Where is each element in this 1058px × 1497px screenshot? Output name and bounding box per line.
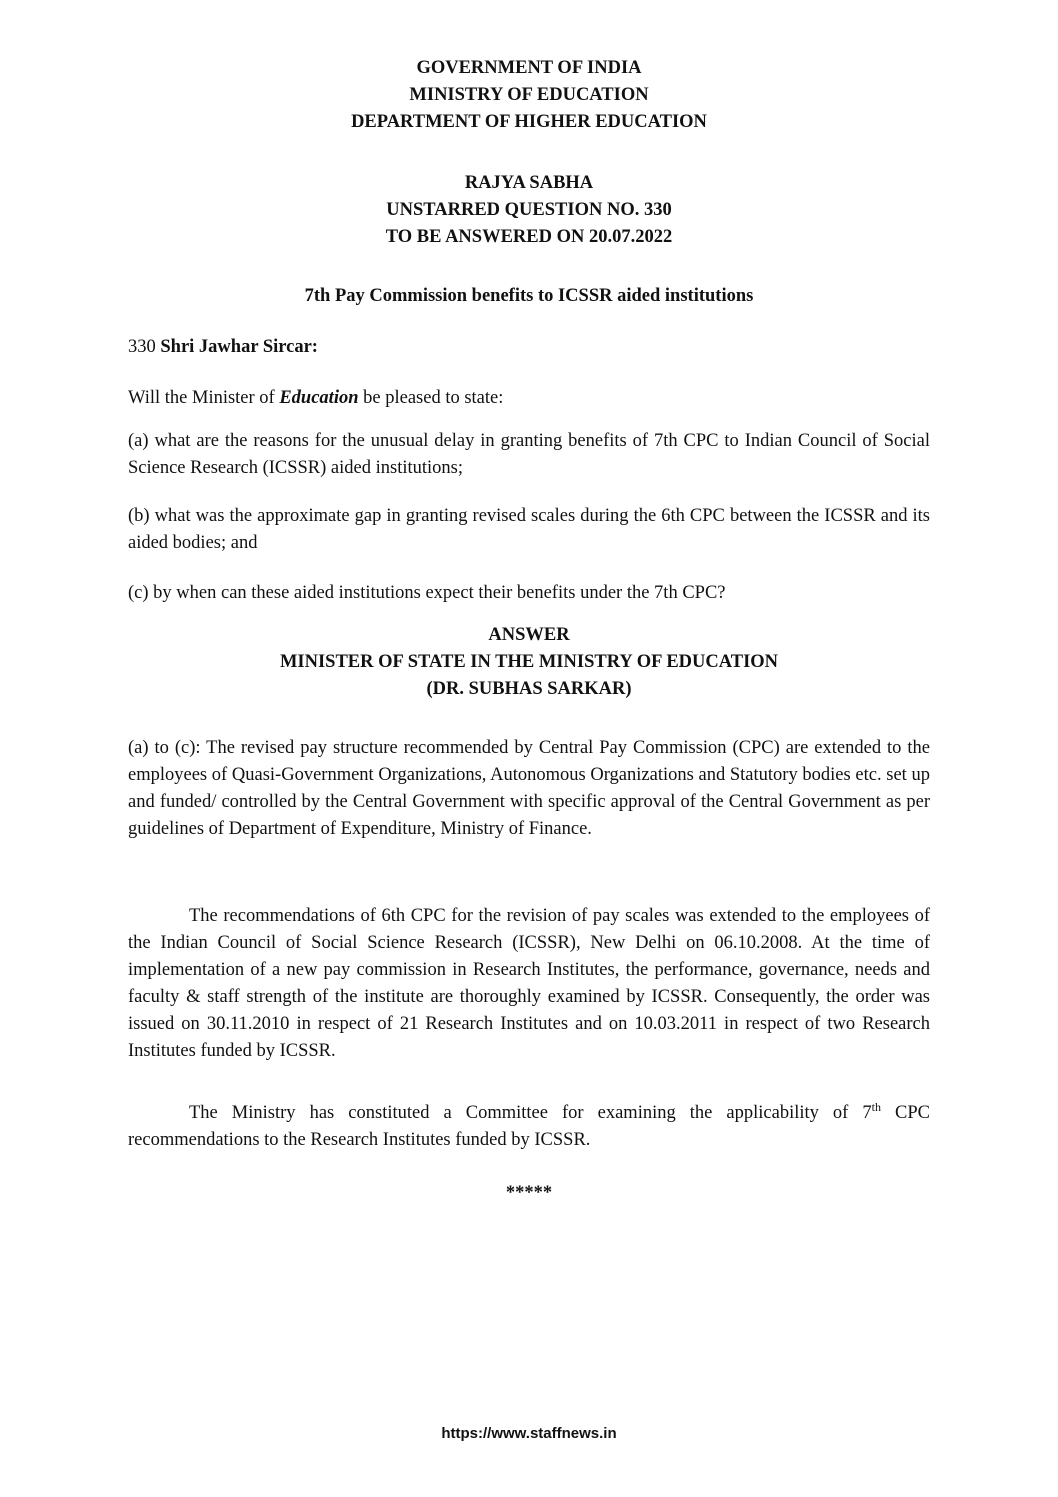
question-a-text: (a) what are the reasons for the unusual delay in granting benefits of 7th CPC to Indian Council of Social Science Research (ICSSR) aided institutions;	[128, 431, 930, 478]
question-part-a	[128, 428, 930, 482]
question-c-text: (c) by when can these aided institutions expect their benefits under the 7th CPC?	[128, 583, 726, 603]
question-part-b	[128, 503, 930, 557]
answer-date: TO BE ANSWERED ON 20.07.2022	[385, 227, 673, 247]
intro-line	[128, 385, 930, 412]
answer-paragraph-3	[128, 1100, 930, 1154]
answer-paragraph-1-text: (a) to (c): The revised pay structure recommended by Central Pay Commission (CPC) are extended to the employees of Quasi-Government Organizations, Autonomous Organizations and Statutory bodies etc. set up and funded/ controlled by the Central Government with specific approval of the Central Government as per guidelines of Department of Expenditure, Ministry of Finance.	[128, 738, 930, 839]
end-marker-text: *****	[505, 1183, 553, 1203]
minister-title: MINISTER OF STATE IN THE MINISTRY OF EDUCATION	[279, 652, 779, 672]
answer-header	[128, 622, 930, 703]
intro-suffix: be pleased to state:	[363, 388, 504, 408]
header-line-government: GOVERNMENT OF INDIA	[416, 58, 642, 78]
intro-prefix: Will the Minister of	[128, 388, 275, 408]
asker-line	[128, 334, 930, 361]
end-marker	[128, 1180, 930, 1207]
subject-title: 7th Pay Commission benefits to ICSSR aided institutions	[304, 286, 754, 306]
minister-name: (DR. SUBHAS SARKAR)	[426, 679, 632, 699]
question-part-c	[128, 580, 930, 607]
superscript-th: th	[871, 1099, 881, 1114]
question-b-text: (b) what was the approximate gap in granting revised scales during the 6th CPC between the ICSSR and its aided bodies; and	[128, 506, 930, 553]
asker-name: Shri Jawhar Sircar:	[160, 337, 318, 357]
question-header	[128, 170, 930, 251]
header-line-department: DEPARTMENT OF HIGHER EDUCATION	[351, 112, 707, 132]
question-number: UNSTARRED QUESTION NO. 330	[386, 200, 672, 220]
answer-paragraph-2	[128, 903, 930, 1065]
header-line-ministry: MINISTRY OF EDUCATION	[409, 85, 649, 105]
answer-paragraph-3-before: The Ministry has constituted a Committee for examining the applicability of 7	[189, 1103, 872, 1123]
answer-paragraph-2-text: The recommendations of 6th CPC for the revision of pay scales was extended to the employees of the Indian Council of Social Science Research (ICSSR), New Delhi on 06.10.2008. At the time of implementation of a new pay commission in Research Institutes, the performance, governance, needs and faculty & staff strength of the institute are thoroughly examined by ICSSR. Consequently, the order was issued on 30.11.2010 in respect of 21 Research Institutes and on 10.03.2011 in respect of two Research Institutes funded by ICSSR.	[128, 906, 930, 1061]
question-subject	[128, 283, 930, 310]
asker-number: 330	[128, 337, 156, 357]
government-header	[128, 55, 930, 136]
answer-title: ANSWER	[488, 625, 570, 645]
answer-paragraph-1	[128, 735, 930, 843]
answer-paragraph-3-text	[128, 1100, 930, 1154]
intro-ministry: Education	[279, 388, 359, 408]
footer-url[interactable]: https://www.staffnews.in	[441, 1425, 617, 1442]
answer-paragraph-3-after: CPC recommendations to the Research Institutes funded by ICSSR.	[128, 1103, 930, 1150]
house-name: RAJYA SABHA	[464, 173, 594, 193]
